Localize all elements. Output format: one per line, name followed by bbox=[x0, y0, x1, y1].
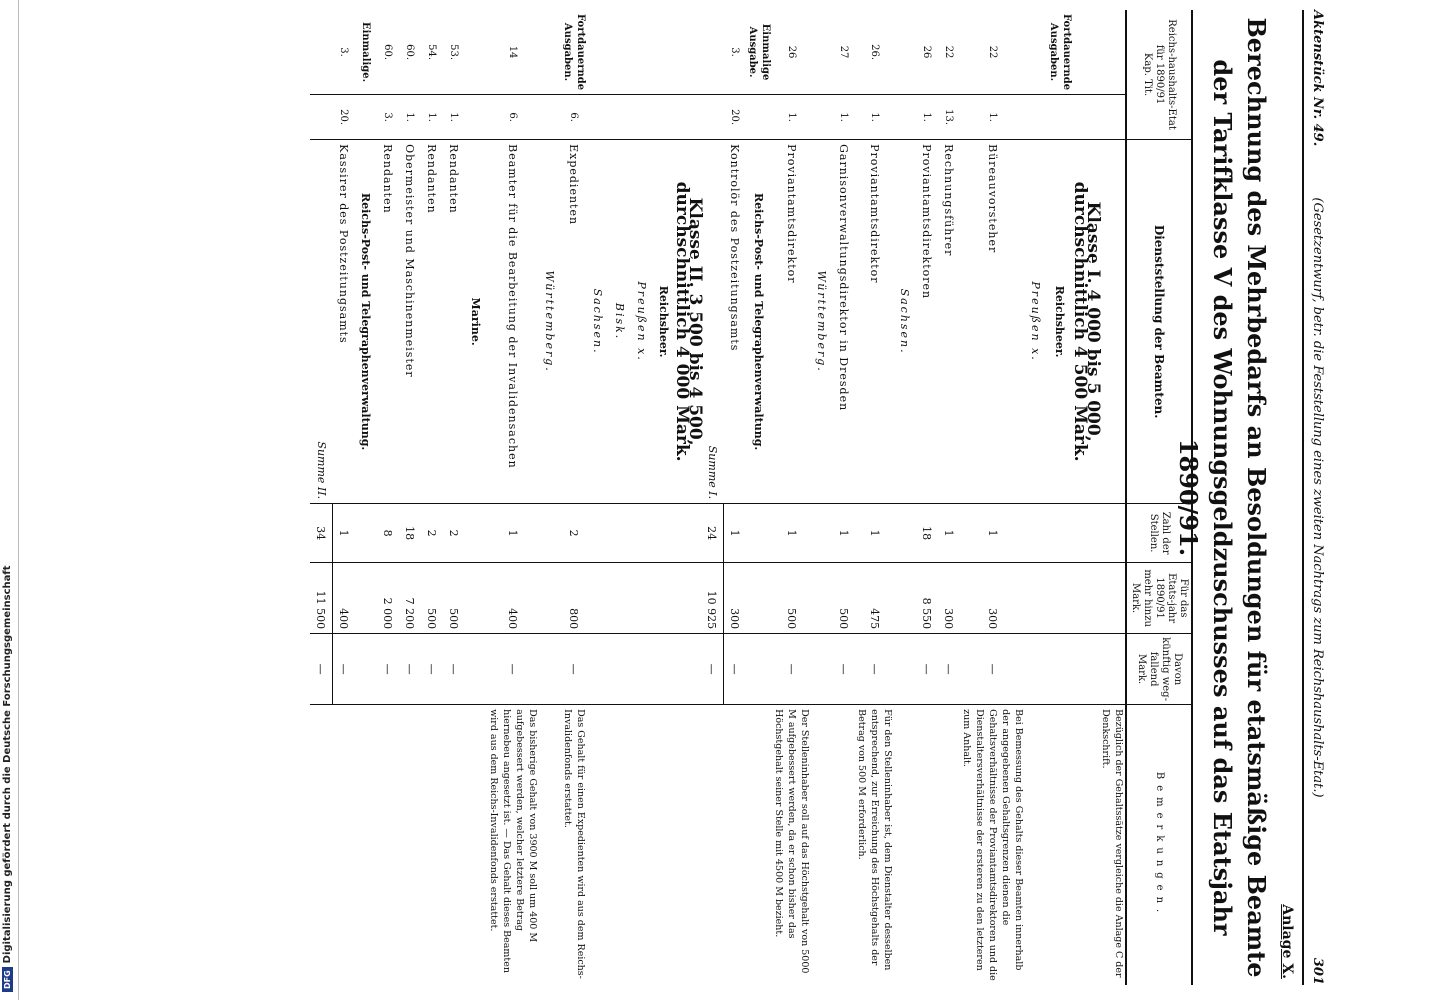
betrag-cell bbox=[675, 563, 701, 634]
bemerkung-cell: Bei Bemessung des Gehalts dieser Beamten innerhalb der angegebenen Gehaltsgrenzen dienen die Gehaltsverhältnisse der Proviantamtsdirektoren und die Dienstaltersverhältnisse der ersteren zu den letzteren zum Anhalt. bbox=[960, 705, 1025, 985]
dauer-cell bbox=[1025, 634, 1047, 705]
table-row bbox=[421, 10, 443, 985]
betrag-cell bbox=[811, 563, 833, 634]
kap-cell: 60. bbox=[382, 44, 394, 60]
betrag-cell: 475 bbox=[855, 563, 894, 634]
zahl-cell bbox=[631, 504, 653, 563]
tit-cell bbox=[701, 95, 724, 140]
betrag-cell bbox=[465, 563, 487, 634]
kap-cell: 26. bbox=[869, 44, 880, 60]
tit-cell bbox=[653, 95, 675, 140]
betrag-cell: 10 925 bbox=[701, 563, 724, 634]
betrag-cell: 7 200 bbox=[399, 563, 421, 634]
table-row bbox=[675, 10, 701, 985]
bemerkung-cell bbox=[587, 705, 609, 985]
dienststellung-cell: Proviantamtsdirektor bbox=[855, 140, 894, 504]
betrag-cell: 2 000 bbox=[377, 563, 399, 634]
tit-cell bbox=[631, 95, 653, 140]
betrag-cell bbox=[894, 563, 916, 634]
dienststellung-cell: Garnisonverwaltungsdirektor in Dresden bbox=[833, 140, 855, 504]
kap-cell bbox=[653, 10, 675, 95]
table-row bbox=[960, 10, 1025, 985]
sub-heading: Sachsen. bbox=[894, 140, 916, 504]
klasse-heading: Klasse I. 4 000 bis 5 000, durchschnittlich 4 500 Mark. bbox=[1073, 140, 1099, 504]
table-row bbox=[916, 10, 938, 985]
tit-cell bbox=[465, 95, 487, 140]
betrag-cell bbox=[355, 563, 377, 634]
tit-cell: 1. bbox=[833, 95, 855, 140]
bemerkung-cell: Der Stelleninhaber soll auf das Höchstgehalt von 5000 M aufgebessert werden, da er schon bisher das Höchstgehalt seiner Stelle mit 4500 M bezieht. bbox=[772, 705, 811, 985]
table-row bbox=[587, 10, 609, 985]
bemerkung-cell bbox=[355, 705, 377, 985]
bemerkung-cell bbox=[894, 705, 916, 985]
table-row bbox=[811, 10, 833, 985]
betrag-cell: 8 550 bbox=[916, 563, 938, 634]
dienststellung-cell: Obermeister und Maschinenmeister bbox=[399, 140, 421, 504]
section-heading: Reichs-Post- und Telegraphenverwaltung. bbox=[355, 140, 377, 504]
zahl-cell: 1 bbox=[487, 504, 539, 563]
header-gesetzentwurf: (Gesetzentwurf, betr. die Feststellung eines zweiten Nachtrags zum Reichshaushalts-Etat.) bbox=[1310, 197, 1325, 798]
besoldung-table bbox=[310, 10, 1193, 985]
bemerkung-cell bbox=[377, 705, 399, 985]
kap-cell bbox=[675, 10, 701, 95]
dauer-cell bbox=[894, 634, 916, 705]
betrag-cell: 11 500 bbox=[310, 563, 333, 634]
bemerkung-cell bbox=[310, 705, 333, 985]
bemerkung-cell bbox=[724, 705, 747, 985]
kap-cell bbox=[701, 10, 724, 95]
bemerkung-cell: Bezüglich der Gehaltssätze vergleiche die Anlage C der Denkschrift. bbox=[1099, 705, 1126, 985]
tit-cell: 1. bbox=[916, 95, 938, 140]
bemerkung-cell bbox=[399, 705, 421, 985]
sub-heading: Württemberg. bbox=[811, 140, 833, 504]
col-header-betrag-unit: Mark. bbox=[1130, 582, 1141, 614]
dauer-cell: — bbox=[938, 634, 960, 705]
klasse-heading: Klasse II. 3 500 bis 4 500, durchschnittlich 4 000 Mark. bbox=[675, 140, 701, 504]
table-row bbox=[833, 10, 855, 985]
dauer-cell: — bbox=[960, 634, 1025, 705]
kap-cell: 27 bbox=[838, 45, 850, 59]
table-row bbox=[539, 10, 561, 985]
zahl-cell: 34 bbox=[310, 504, 333, 563]
dauer-cell: — bbox=[833, 634, 855, 705]
betrag-cell: 300 bbox=[960, 563, 1025, 634]
dienststellung-cell: Proviantamtsdirektoren bbox=[916, 140, 938, 504]
bemerkung-cell bbox=[1047, 705, 1073, 985]
table-row bbox=[855, 10, 894, 985]
dauer-cell: — bbox=[377, 634, 399, 705]
dauer-cell: — bbox=[701, 634, 724, 705]
dauer-cell bbox=[675, 634, 701, 705]
bemerkung-cell bbox=[653, 705, 675, 985]
tit-cell bbox=[746, 95, 772, 140]
betrag-cell: 500 bbox=[772, 563, 811, 634]
betrag-cell: 300 bbox=[938, 563, 960, 634]
zahl-cell: 1 bbox=[960, 504, 1025, 563]
zahl-cell bbox=[653, 504, 675, 563]
dauer-cell: — bbox=[399, 634, 421, 705]
dauer-cell bbox=[746, 634, 772, 705]
zahl-cell: 1 bbox=[772, 504, 811, 563]
budget-section-label: Einmalige Ausgabe. bbox=[747, 23, 771, 81]
tit-cell bbox=[609, 95, 631, 140]
zahl-cell: 2 bbox=[421, 504, 443, 563]
zahl-cell: 8 bbox=[377, 504, 399, 563]
zahl-cell bbox=[1025, 504, 1047, 563]
tit-cell: 1. bbox=[443, 95, 465, 140]
betrag-cell bbox=[587, 563, 609, 634]
bemerkung-cell bbox=[1025, 705, 1047, 985]
betrag-cell bbox=[631, 563, 653, 634]
bemerkung-cell: Das bisherige Gehalt von 3900 M soll um 400 M aufgebessert werden, welcher letztere Betrag hiernebeu angesetzt ist. — Das Gehalt dieses Beamten wird aus dem Reichs-Invalidenfonds erstattet. bbox=[487, 705, 539, 985]
zahl-cell: 18 bbox=[916, 504, 938, 563]
dauer-cell: — bbox=[916, 634, 938, 705]
kap-cell: 3. bbox=[338, 47, 350, 57]
dauer-cell bbox=[631, 634, 653, 705]
col-header-dauer-unit: Mark. bbox=[1136, 653, 1147, 685]
tit-cell: 1. bbox=[772, 95, 811, 140]
table-row bbox=[746, 10, 772, 985]
zahl-cell: 2 bbox=[561, 504, 587, 563]
tit-cell bbox=[1073, 95, 1099, 140]
betrag-cell bbox=[609, 563, 631, 634]
kap-cell: 26 bbox=[921, 45, 933, 59]
zahl-cell bbox=[587, 504, 609, 563]
tit-cell bbox=[355, 95, 377, 140]
table-row bbox=[938, 10, 960, 985]
kap-cell bbox=[1073, 10, 1099, 95]
bemerkung-cell bbox=[631, 705, 653, 985]
bemerkung-cell bbox=[333, 705, 356, 985]
dauer-cell bbox=[1073, 634, 1099, 705]
kap-cell: 53. bbox=[448, 44, 460, 60]
bemerkung-cell bbox=[421, 705, 443, 985]
zahl-cell bbox=[1073, 504, 1099, 563]
col-header-zahl: Zahl der Stellen. bbox=[1126, 504, 1192, 563]
tit-cell: 6. bbox=[487, 95, 539, 140]
sub-heading: Sachsen. bbox=[587, 140, 609, 504]
dienststellung-cell: Kassirer des Postzeitungsamts bbox=[333, 140, 356, 504]
dfg-funding-label bbox=[0, 0, 16, 1000]
zahl-cell: 1 bbox=[333, 504, 356, 563]
dienststellung-cell: Rendanten bbox=[443, 140, 465, 504]
dienststellung-cell: Beamter für die Bearbeitung der Invalidensachen bbox=[487, 140, 539, 504]
col-header-dauer-label: Davon künftig weg-fallend bbox=[1148, 637, 1183, 701]
margin-divider bbox=[18, 0, 19, 1000]
zahl-cell bbox=[465, 504, 487, 563]
kap-cell: 22 bbox=[943, 45, 955, 59]
sub-heading: Württemberg. bbox=[539, 140, 561, 504]
dauer-cell: — bbox=[855, 634, 894, 705]
zahl-cell bbox=[609, 504, 631, 563]
dauer-cell: — bbox=[333, 634, 356, 705]
table-row bbox=[355, 10, 377, 985]
tit-cell bbox=[811, 95, 833, 140]
tit-cell: 1. bbox=[421, 95, 443, 140]
kap-cell: 60. bbox=[404, 44, 416, 60]
zahl-cell: 1 bbox=[855, 504, 894, 563]
dauer-cell: — bbox=[487, 634, 539, 705]
kap-cell bbox=[310, 10, 333, 95]
betrag-cell bbox=[1025, 563, 1047, 634]
dauer-cell bbox=[465, 634, 487, 705]
betrag-cell: 500 bbox=[421, 563, 443, 634]
summe-heading: Summe II. bbox=[310, 140, 333, 504]
budget-section-label: Einmalige. bbox=[360, 21, 372, 83]
dauer-cell bbox=[1047, 634, 1073, 705]
betrag-cell: 400 bbox=[487, 563, 539, 634]
section-heading: Marine. bbox=[465, 140, 487, 504]
zahl-cell: 1 bbox=[833, 504, 855, 563]
table-row bbox=[487, 10, 539, 985]
empty-cell bbox=[1099, 140, 1126, 504]
page-number: 301 bbox=[1310, 957, 1325, 985]
document-page bbox=[90, 10, 1325, 985]
dienststellung-cell: Rendanten bbox=[421, 140, 443, 504]
budget-section-label: Fortdauernde Ausgaben. bbox=[1048, 14, 1072, 91]
kap-cell bbox=[609, 10, 631, 95]
col-header-dauer bbox=[1126, 634, 1192, 705]
tit-cell: 13. bbox=[938, 95, 960, 140]
zahl-cell: 1 bbox=[724, 504, 747, 563]
dienststellung-cell: Büreauvorsteher bbox=[960, 140, 1025, 504]
dauer-cell: — bbox=[772, 634, 811, 705]
table-row bbox=[561, 10, 587, 985]
zahl-cell: 1 bbox=[938, 504, 960, 563]
bemerkung-cell bbox=[701, 705, 724, 985]
tit-cell bbox=[1047, 95, 1073, 140]
bemerkung-cell bbox=[916, 705, 938, 985]
tit-cell: 1. bbox=[855, 95, 894, 140]
header-rule bbox=[1302, 10, 1304, 985]
tit-cell: 20. bbox=[333, 95, 356, 140]
zahl-cell bbox=[894, 504, 916, 563]
dfg-text: Digitalisierung gefördert durch die Deutsche Forschungsgemeinschaft bbox=[2, 565, 13, 964]
zahl-cell bbox=[811, 504, 833, 563]
betrag-cell bbox=[653, 563, 675, 634]
kap-cell bbox=[587, 10, 609, 95]
kap-cell: 22 bbox=[987, 45, 998, 59]
betrag-cell bbox=[746, 563, 772, 634]
dauer-cell: — bbox=[310, 634, 333, 705]
bemerkung-cell bbox=[811, 705, 833, 985]
sub-heading: Preußen x. bbox=[1025, 140, 1047, 504]
tit-cell bbox=[539, 95, 561, 140]
zahl-cell bbox=[746, 504, 772, 563]
dauer-cell bbox=[653, 634, 675, 705]
tit-cell bbox=[587, 95, 609, 140]
kap-cell bbox=[811, 10, 833, 95]
section-heading: Reichsheer. bbox=[1047, 140, 1073, 504]
betrag-cell bbox=[1047, 563, 1073, 634]
kap-cell bbox=[894, 10, 916, 95]
tit-cell bbox=[1025, 95, 1047, 140]
kap-cell bbox=[1025, 10, 1047, 95]
betrag-cell: 400 bbox=[333, 563, 356, 634]
bemerkung-cell bbox=[675, 705, 701, 985]
kap-cell: 3. bbox=[729, 47, 741, 57]
empty-cell bbox=[1099, 95, 1126, 140]
tit-cell: 20. bbox=[724, 95, 747, 140]
tit-cell: 1. bbox=[960, 95, 1025, 140]
betrag-cell: 500 bbox=[443, 563, 465, 634]
zahl-cell: 2 bbox=[443, 504, 465, 563]
bemerkung-cell bbox=[746, 705, 772, 985]
table-row bbox=[443, 10, 465, 985]
summe-heading: Summe I. bbox=[701, 140, 724, 504]
table-row bbox=[772, 10, 811, 985]
budget-section-label: Fortdauernde Ausgaben. bbox=[562, 14, 586, 91]
running-header bbox=[1303, 10, 1325, 985]
zahl-cell: 18 bbox=[399, 504, 421, 563]
bemerkung-cell bbox=[609, 705, 631, 985]
kap-cell: 54. bbox=[426, 44, 438, 60]
empty-cell bbox=[1099, 504, 1126, 563]
header-aktenstueck: Aktenstück Nr. 49. bbox=[1310, 10, 1325, 147]
page-title: Berechnung des Mehrbedarfs an Besoldungen für etatsmäßige Beamte der Tarifklasse V des Wohnungsgeldzuschusses auf das Etatsjahr 1890/91. bbox=[1174, 17, 1271, 978]
empty-cell bbox=[1099, 634, 1126, 705]
betrag-cell bbox=[539, 563, 561, 634]
dauer-cell: — bbox=[561, 634, 587, 705]
col-header-etat bbox=[1126, 10, 1192, 140]
col-header-kap-tit: Kap. Tit. bbox=[1142, 52, 1153, 97]
bemerkung-cell bbox=[938, 705, 960, 985]
table-row bbox=[399, 10, 421, 985]
kap-cell: 14 bbox=[507, 45, 519, 59]
tit-cell: 1. bbox=[399, 95, 421, 140]
dauer-cell bbox=[587, 634, 609, 705]
bemerkung-cell bbox=[443, 705, 465, 985]
sub-heading: Preußen x. bbox=[631, 140, 653, 504]
table-row bbox=[701, 10, 724, 985]
section-heading: Reichsheer. bbox=[653, 140, 675, 504]
bemerkung-cell bbox=[833, 705, 855, 985]
col-header-dienststellung: Dienststellung der Beamten. bbox=[1126, 140, 1192, 504]
bemerkung-cell: Das Gehalt für einen Expedienten wird aus dem Reichs-Invalidenfonds erstattet. bbox=[561, 705, 587, 985]
col-header-betrag bbox=[1126, 563, 1192, 634]
col-header-etat-label: Reichs-haushalts-Etat für 1890/91 bbox=[1154, 19, 1177, 130]
dauer-cell bbox=[539, 634, 561, 705]
bemerkung-cell bbox=[539, 705, 561, 985]
tit-cell: 6. bbox=[561, 95, 587, 140]
betrag-cell: 500 bbox=[833, 563, 855, 634]
table-row bbox=[1099, 10, 1126, 985]
table-row bbox=[377, 10, 399, 985]
kap-cell bbox=[539, 10, 561, 95]
table-row bbox=[631, 10, 653, 985]
table-row bbox=[1025, 10, 1047, 985]
dauer-cell: — bbox=[724, 634, 747, 705]
anlage-label: Anlage X. bbox=[1279, 904, 1295, 979]
bemerkung-cell bbox=[1073, 705, 1099, 985]
dauer-cell bbox=[811, 634, 833, 705]
table-row bbox=[653, 10, 675, 985]
kap-cell bbox=[465, 10, 487, 95]
tit-cell: 3. bbox=[377, 95, 399, 140]
table-header-row bbox=[1126, 10, 1192, 985]
col-header-bemerkungen: Bemerkungen. bbox=[1126, 705, 1192, 985]
dienststellung-cell: Rechnungsführer bbox=[938, 140, 960, 504]
section-heading: Reichs-Post- und Telegraphenverwaltung. bbox=[746, 140, 772, 504]
table-row bbox=[310, 10, 333, 985]
kap-cell bbox=[631, 10, 653, 95]
dfg-logo: DFG bbox=[2, 967, 13, 992]
betrag-cell bbox=[1073, 563, 1099, 634]
zahl-cell bbox=[1047, 504, 1073, 563]
betrag-cell: 800 bbox=[561, 563, 587, 634]
zahl-cell bbox=[539, 504, 561, 563]
table-body bbox=[310, 10, 1126, 985]
tit-cell bbox=[894, 95, 916, 140]
empty-cell bbox=[1099, 563, 1126, 634]
dauer-cell bbox=[609, 634, 631, 705]
empty-cell bbox=[1099, 10, 1126, 95]
dauer-cell: — bbox=[421, 634, 443, 705]
tit-cell bbox=[675, 95, 701, 140]
dienststellung-cell: Rendanten bbox=[377, 140, 399, 504]
kap-cell: 26 bbox=[786, 45, 797, 59]
sub-heading: Bisk. bbox=[609, 140, 631, 504]
tit-cell bbox=[310, 95, 333, 140]
bemerkung-cell: Für den Stelleninhaber ist, dem Dienstalter desselben entsprechend, zur Erreichung des Höchstgehalts der Betrag von 500 M erforderlich. bbox=[855, 705, 894, 985]
table-row bbox=[894, 10, 916, 985]
table-row bbox=[465, 10, 487, 985]
dienststellung-cell: Kontrolör des Postzeitungsamts bbox=[724, 140, 747, 504]
table-row bbox=[724, 10, 747, 985]
table-row bbox=[333, 10, 356, 985]
dienststellung-cell: Expedienten bbox=[561, 140, 587, 504]
zahl-cell: 24 bbox=[701, 504, 724, 563]
dauer-cell bbox=[355, 634, 377, 705]
zahl-cell bbox=[355, 504, 377, 563]
bemerkung-cell bbox=[465, 705, 487, 985]
col-header-betrag-label: Für das Etats-jahr 1890/91 mehr hinzu bbox=[1142, 569, 1189, 627]
dienststellung-cell: Proviantamtsdirektor bbox=[772, 140, 811, 504]
zahl-cell bbox=[675, 504, 701, 563]
table-row bbox=[1047, 10, 1073, 985]
table-row bbox=[1073, 10, 1099, 985]
betrag-cell: 300 bbox=[724, 563, 747, 634]
table-row bbox=[609, 10, 631, 985]
dauer-cell: — bbox=[443, 634, 465, 705]
